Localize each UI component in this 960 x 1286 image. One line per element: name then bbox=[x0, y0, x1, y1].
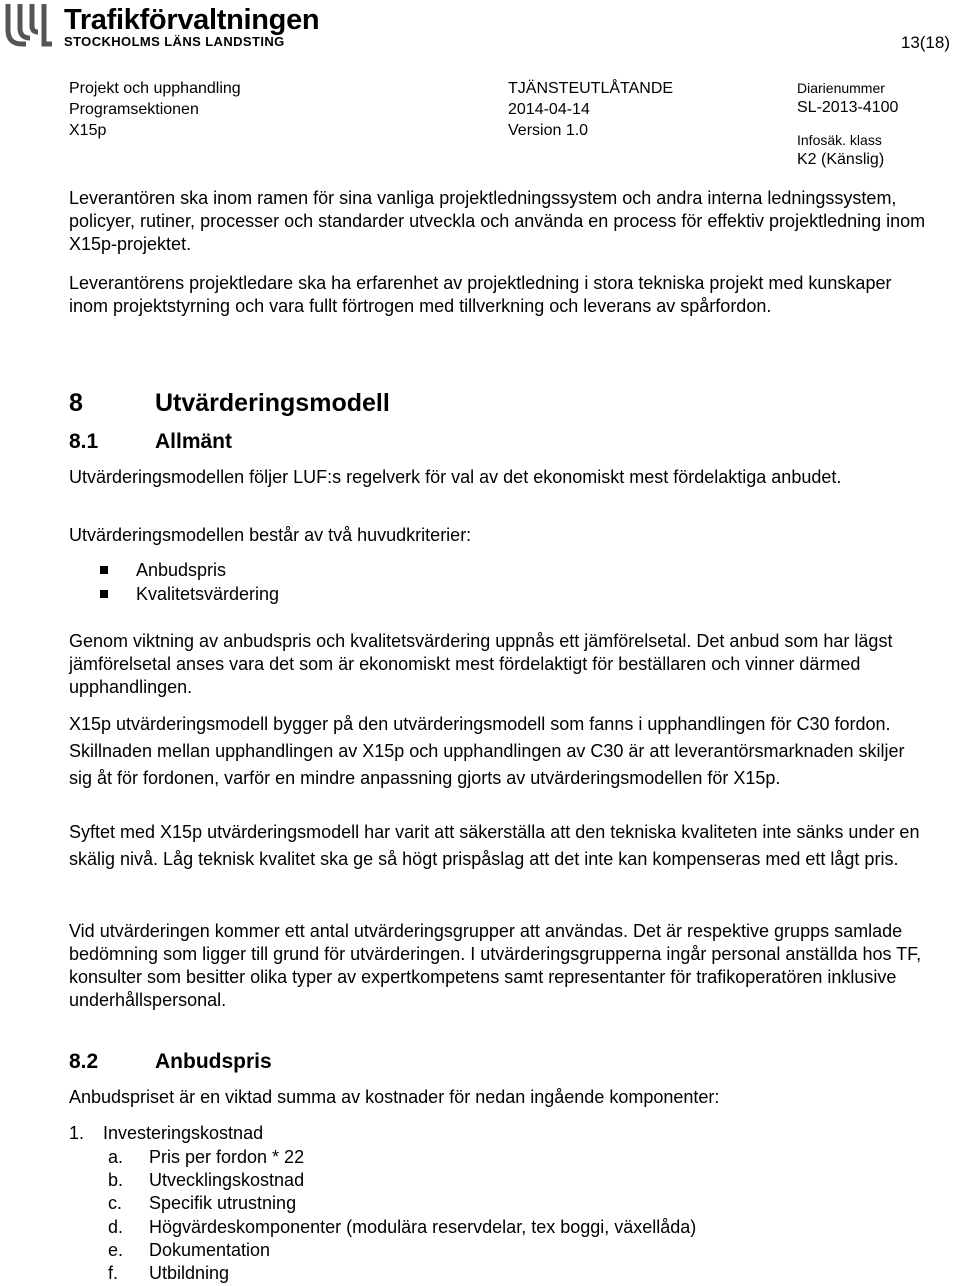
heading-8-2-number: 8.2 bbox=[69, 1050, 99, 1073]
diarienummer-label: Diarienummer bbox=[797, 80, 885, 96]
paragraph-5: Genom viktning av anbudspris och kvalitetsvärdering uppnås ett jämförelsetal. Det anbud som har lägst jämförelsetal anses vara det som är ekonomiskt mest fördelaktigt för beställaren och vinner därmed upphandlingen. bbox=[69, 631, 893, 697]
sublist-marker: d. bbox=[108, 1217, 124, 1237]
paragraph-6: X15p utvärderingsmodell bygger på den utvärderingsmodell som fanns i upphandlingen för C30 fordon. Skillnaden mellan upphandlingen av X15p och upphandlingen av C30 är att leverantörsmarknaden skiljer sig åt för fordonen, varför en mindre anpassning gjorts av utvärderingsmodellen för X15p. bbox=[69, 714, 905, 788]
header-doctype: TJÄNSTEUTLÅTANDE bbox=[508, 80, 674, 97]
list-item-text: Investeringskostnad bbox=[103, 1123, 264, 1143]
sublist-marker: a. bbox=[108, 1147, 124, 1167]
heading-8-1-title: Allmänt bbox=[155, 430, 233, 453]
sll-logo-icon bbox=[4, 2, 54, 48]
bullet-icon bbox=[100, 566, 108, 574]
paragraph-7: Syftet med X15p utvärderingsmodell har varit att säkerställa att den tekniska kvaliteten inte sänks under en skälig nivå. Låg teknisk kvalitet ska ge så högt prispåslag att det inte kan kompenseras med ett lågt pris. bbox=[69, 822, 920, 869]
paragraph-9: Anbudspriset är en viktad summa av kostnader för nedan ingående komponenter: bbox=[69, 1087, 720, 1107]
sublist-item: Specifik utrustning bbox=[149, 1193, 297, 1213]
infosak-label: Infosäk. klass bbox=[797, 132, 882, 148]
header-dept: Projekt och upphandling bbox=[69, 80, 241, 97]
paragraph-2: Leverantörens projektledare ska ha erfarenhet av projektledning i stora tekniska projekt med kunskaper inom projektstyrning och vara fullt förtrogen med tillverkning och leverans av spårfordon. bbox=[69, 273, 892, 316]
heading-8-title: Utvärderingsmodell bbox=[155, 389, 390, 417]
heading-8-1-number: 8.1 bbox=[69, 430, 99, 453]
page-number: 13(18) bbox=[900, 33, 950, 52]
sublist-item: Utbildning bbox=[149, 1263, 230, 1283]
header-version: Version 1.0 bbox=[508, 122, 589, 139]
logo-title: Trafikförvaltningen bbox=[64, 4, 320, 36]
sublist-item: Dokumentation bbox=[149, 1240, 271, 1260]
sublist-marker: e. bbox=[108, 1240, 124, 1260]
sublist-item: Utvecklingskostnad bbox=[149, 1170, 305, 1190]
sublist-marker: f. bbox=[108, 1263, 119, 1283]
heading-8-2 bbox=[69, 1049, 272, 1075]
header-section: Programsektionen bbox=[69, 101, 199, 118]
sublist-item: Pris per fordon * 22 bbox=[149, 1147, 305, 1167]
paragraph-3: Utvärderingsmodellen följer LUF:s regelverk för val av det ekonomiskt mest fördelaktiga anbudet. bbox=[69, 467, 842, 487]
header-project: X15p bbox=[69, 122, 107, 139]
sublist-marker: c. bbox=[108, 1193, 123, 1213]
infosak-value: K2 (Känslig) bbox=[797, 151, 885, 168]
header-date: 2014-04-14 bbox=[508, 101, 590, 118]
logo-subtitle: STOCKHOLMS LÄNS LANDSTING bbox=[64, 34, 285, 49]
heading-8-2-title: Anbudspris bbox=[155, 1050, 272, 1073]
heading-8 bbox=[69, 388, 390, 418]
paragraph-8: Vid utvärderingen kommer ett antal utvärderingsgrupper att användas. Det är respektive grupps samlade bedömning som ligger till grund för utvärderingen. I utvärderingsgrupperna ingår personal anställda hos TF, konsulter som besitter olika typer av expertkompetens samt representanter för trafikoperatören inklusive underhållspersonal. bbox=[69, 921, 922, 1010]
heading-8-1 bbox=[69, 429, 233, 455]
sublist-marker: b. bbox=[108, 1170, 124, 1190]
paragraph-4: Utvärderingsmodellen består av två huvudkriterier: bbox=[69, 525, 472, 545]
sublist-item: Högvärdeskomponenter (modulära reservdelar, tex boggi, växellåda) bbox=[149, 1217, 697, 1237]
diarienummer-value: SL-2013-4100 bbox=[797, 99, 899, 116]
bullet-icon bbox=[100, 590, 108, 598]
list-item: 1. bbox=[69, 1123, 85, 1143]
heading-8-number: 8 bbox=[69, 389, 83, 417]
paragraph-1: Leverantören ska inom ramen för sina vanliga projektledningssystem och andra interna ledningssystem, policyer, rutiner, processer och standarder utveckla och använda en process för effektiv projektledning inom X15p-projektet. bbox=[69, 188, 926, 254]
